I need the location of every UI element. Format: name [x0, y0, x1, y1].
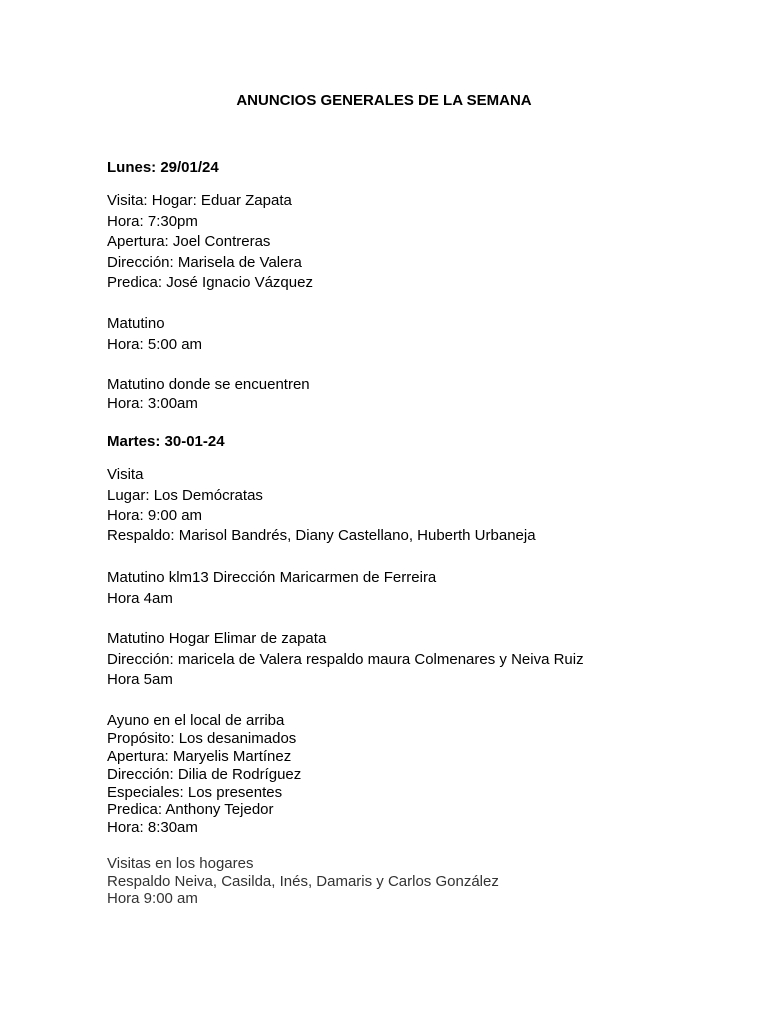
text-line: Visitas en los hogares — [107, 855, 254, 872]
text-line: Predica: José Ignacio Vázquez — [107, 274, 313, 291]
text-line: Especiales: Los presentes — [107, 784, 283, 801]
text-line: Visita: Hogar: Eduar Zapata — [107, 192, 292, 209]
text-line: Matutino Hogar Elimar de zapata — [107, 630, 327, 647]
day-heading-lunes: Lunes: 29/01/24 — [107, 159, 219, 176]
text-line: Hora 4am — [107, 590, 173, 607]
text-line: Matutino klm13 Dirección Maricarmen de Ferreira — [107, 569, 437, 586]
text-line: Apertura: Maryelis Martínez — [107, 748, 292, 765]
document-title: ANUNCIOS GENERALES DE LA SEMANA — [236, 92, 532, 109]
text-line: Visita — [107, 466, 144, 483]
text-line: Hora: 9:00 am — [107, 507, 203, 524]
text-line: Hora 9:00 am — [107, 890, 198, 907]
text-line: Ayuno en el local de arriba — [107, 712, 285, 729]
text-line: Dirección: Dilia de Rodríguez — [107, 766, 302, 783]
day-heading-martes: Martes: 30-01-24 — [107, 433, 225, 450]
text-line: Respaldo: Marisol Bandrés, Diany Castellano, Huberth Urbaneja — [107, 527, 536, 544]
text-line: Hora: 5:00 am — [107, 336, 203, 353]
text-line: Predica: Anthony Tejedor — [107, 801, 274, 818]
text-line: Respaldo Neiva, Casilda, Inés, Damaris y Carlos González — [107, 873, 499, 890]
text-line: Matutino donde se encuentren — [107, 376, 310, 393]
text-line: Hora: 3:00am — [107, 395, 198, 412]
text-line: Dirección: Marisela de Valera — [107, 254, 302, 271]
text-line: Hora: 7:30pm — [107, 213, 198, 230]
text-line: Dirección: maricela de Valera respaldo maura Colmenares y Neiva Ruiz — [107, 651, 584, 668]
text-line: Propósito: Los desanimados — [107, 730, 297, 747]
text-line: Lugar: Los Demócratas — [107, 487, 263, 504]
text-line: Hora 5am — [107, 671, 173, 688]
text-line: Apertura: Joel Contreras — [107, 233, 271, 250]
text-line: Hora: 8:30am — [107, 819, 198, 836]
text-line: Matutino — [107, 315, 165, 332]
